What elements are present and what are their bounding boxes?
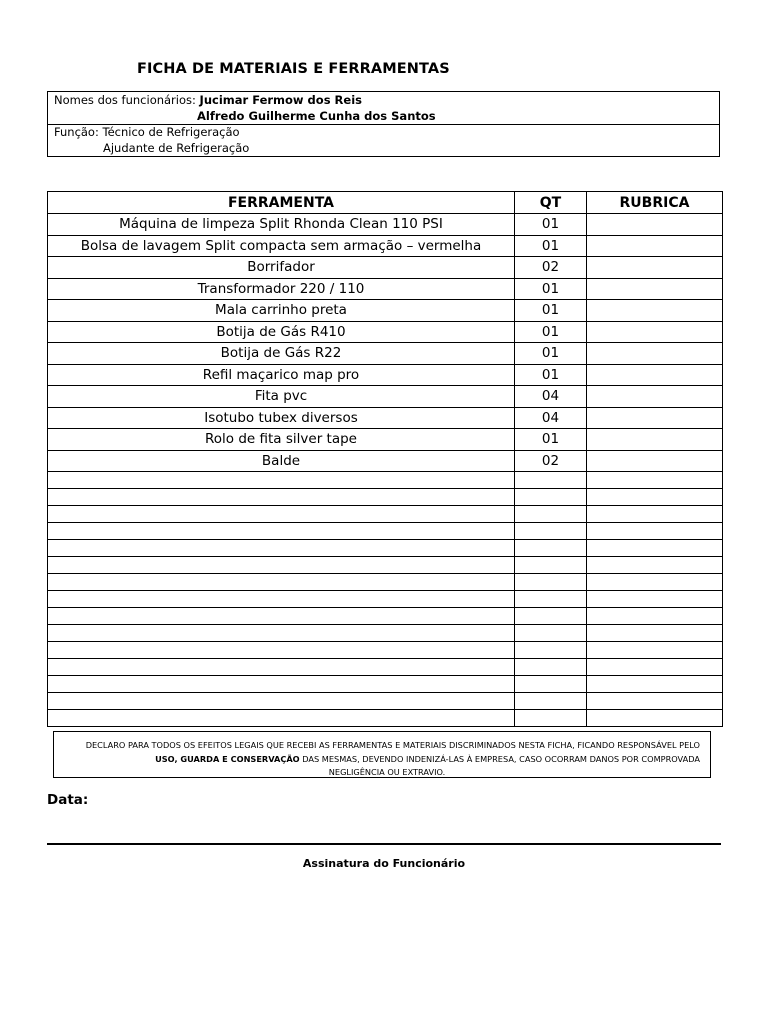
quantity-cell: 01	[515, 300, 587, 322]
table-row	[48, 450, 723, 472]
blank-tool-cell	[48, 506, 515, 523]
header-ferramenta: FERRAMENTA	[48, 192, 515, 214]
tool-name-cell: Botija de Gás R22	[48, 343, 515, 365]
blank-tool-cell	[48, 693, 515, 710]
blank-signature-cell	[587, 489, 723, 506]
blank-table-row	[48, 574, 723, 591]
blank-tool-cell	[48, 540, 515, 557]
signature-cell	[587, 278, 723, 300]
blank-tool-cell	[48, 710, 515, 727]
declaration-text-3: NEGLIGÊNCIA OU EXTRAVIO.	[328, 767, 446, 777]
tool-name-cell: Bolsa de lavagem Split compacta sem armação – vermelha	[48, 235, 515, 257]
table-row	[48, 300, 723, 322]
signature-cell	[587, 257, 723, 279]
quantity-cell: 02	[515, 450, 587, 472]
table-row	[48, 214, 723, 236]
declaration-text-2: DAS MESMAS, DEVENDO INDENIZÁ-LAS À EMPRESA, CASO OCORRAM DANOS POR COMPROVADA	[299, 753, 700, 764]
tool-name-cell: Mala carrinho preta	[48, 300, 515, 322]
table-header-row	[48, 192, 723, 214]
blank-table-row	[48, 693, 723, 710]
signature-label: Assinatura do Funcionário	[302, 857, 466, 870]
blank-signature-cell	[587, 710, 723, 727]
blank-table-row	[48, 591, 723, 608]
blank-signature-cell	[587, 608, 723, 625]
tool-name-cell: Fita pvc	[48, 386, 515, 408]
blank-quantity-cell	[515, 676, 587, 693]
declaration-text-1: DECLARO PARA TODOS OS EFEITOS LEGAIS QUE RECEBI AS FERRAMENTAS E MATERIAIS DISCRIMINADOS NESTA FICHA, FICANDO RESPONSÁVEL PELO	[85, 740, 700, 750]
tool-name-cell: Borrifador	[48, 257, 515, 279]
blank-signature-cell	[587, 540, 723, 557]
blank-quantity-cell	[515, 489, 587, 506]
blank-tool-cell	[48, 676, 515, 693]
tool-name-cell: Isotubo tubex diversos	[48, 407, 515, 429]
tools-table	[47, 191, 723, 727]
table-row	[48, 343, 723, 365]
table-row	[48, 321, 723, 343]
quantity-cell: 04	[515, 386, 587, 408]
quantity-cell: 01	[515, 343, 587, 365]
blank-table-row	[48, 506, 723, 523]
blank-tool-cell	[48, 659, 515, 676]
signature-cell	[587, 235, 723, 257]
blank-signature-cell	[587, 659, 723, 676]
employee-name-1: Jucimar Fermow dos Reis	[199, 93, 362, 107]
document-title: FICHA DE MATERIAIS E FERRAMENTAS	[137, 61, 450, 77]
tool-name-cell: Rolo de fita silver tape	[48, 429, 515, 451]
role-row	[48, 125, 719, 157]
blank-quantity-cell	[515, 540, 587, 557]
blank-table-row	[48, 642, 723, 659]
blank-quantity-cell	[515, 523, 587, 540]
blank-tool-cell	[48, 557, 515, 574]
signature-cell	[587, 407, 723, 429]
blank-table-row	[48, 557, 723, 574]
blank-table-row	[48, 489, 723, 506]
quantity-cell: 01	[515, 429, 587, 451]
table-row	[48, 429, 723, 451]
quantity-cell: 01	[515, 278, 587, 300]
quantity-cell: 01	[515, 364, 587, 386]
table-row	[48, 257, 723, 279]
blank-signature-cell	[587, 693, 723, 710]
table-row	[48, 407, 723, 429]
blank-signature-cell	[587, 676, 723, 693]
signature-cell	[587, 364, 723, 386]
blank-quantity-cell	[515, 642, 587, 659]
quantity-cell: 01	[515, 214, 587, 236]
quantity-cell: 01	[515, 321, 587, 343]
table-row	[48, 278, 723, 300]
blank-quantity-cell	[515, 625, 587, 642]
table-row	[48, 235, 723, 257]
blank-table-row	[48, 676, 723, 693]
blank-signature-cell	[587, 642, 723, 659]
blank-tool-cell	[48, 489, 515, 506]
signature-cell	[587, 300, 723, 322]
blank-table-row	[48, 523, 723, 540]
signature-line	[47, 843, 721, 845]
blank-signature-cell	[587, 472, 723, 489]
header-qt: QT	[515, 192, 587, 214]
blank-quantity-cell	[515, 591, 587, 608]
blank-tool-cell	[48, 608, 515, 625]
employee-name-2: Alfredo Guilherme Cunha dos Santos	[197, 109, 436, 123]
blank-tool-cell	[48, 625, 515, 642]
tools-table-body	[48, 214, 723, 727]
quantity-cell: 02	[515, 257, 587, 279]
declaration-box	[53, 731, 711, 778]
blank-signature-cell	[587, 506, 723, 523]
signature-cell	[587, 386, 723, 408]
table-row	[48, 364, 723, 386]
role-2: Ajudante de Refrigeração	[103, 141, 250, 155]
blank-quantity-cell	[515, 472, 587, 489]
signature-cell	[587, 321, 723, 343]
tool-name-cell: Transformador 220 / 110	[48, 278, 515, 300]
blank-quantity-cell	[515, 608, 587, 625]
blank-quantity-cell	[515, 506, 587, 523]
blank-tool-cell	[48, 591, 515, 608]
declaration-bold: USO, GUARDA E CONSERVAÇÃO	[155, 753, 300, 764]
blank-tool-cell	[48, 472, 515, 489]
blank-table-row	[48, 608, 723, 625]
role-1: Técnico de Refrigeração	[102, 125, 240, 139]
blank-quantity-cell	[515, 557, 587, 574]
header-rubrica: RUBRICA	[587, 192, 723, 214]
blank-table-row	[48, 659, 723, 676]
blank-tool-cell	[48, 574, 515, 591]
employees-label: Nomes dos funcionários:	[54, 93, 196, 107]
employee-info-box	[47, 91, 720, 157]
blank-table-row	[48, 625, 723, 642]
signature-cell	[587, 343, 723, 365]
blank-signature-cell	[587, 591, 723, 608]
blank-table-row	[48, 472, 723, 489]
signature-cell	[587, 450, 723, 472]
tool-name-cell: Refil maçarico map pro	[48, 364, 515, 386]
blank-signature-cell	[587, 574, 723, 591]
blank-tool-cell	[48, 642, 515, 659]
blank-tool-cell	[48, 523, 515, 540]
blank-signature-cell	[587, 523, 723, 540]
tool-name-cell: Máquina de limpeza Split Rhonda Clean 110 PSI	[48, 214, 515, 236]
tool-name-cell: Botija de Gás R410	[48, 321, 515, 343]
blank-table-row	[48, 540, 723, 557]
blank-quantity-cell	[515, 710, 587, 727]
blank-quantity-cell	[515, 574, 587, 591]
tool-name-cell: Balde	[48, 450, 515, 472]
table-row	[48, 386, 723, 408]
quantity-cell: 01	[515, 235, 587, 257]
signature-cell	[587, 214, 723, 236]
role-label: Função:	[54, 125, 99, 139]
employees-row	[48, 92, 719, 125]
quantity-cell: 04	[515, 407, 587, 429]
blank-signature-cell	[587, 557, 723, 574]
blank-table-row	[48, 710, 723, 727]
blank-quantity-cell	[515, 693, 587, 710]
blank-signature-cell	[587, 625, 723, 642]
blank-quantity-cell	[515, 659, 587, 676]
date-label: Data:	[47, 792, 89, 808]
signature-cell	[587, 429, 723, 451]
